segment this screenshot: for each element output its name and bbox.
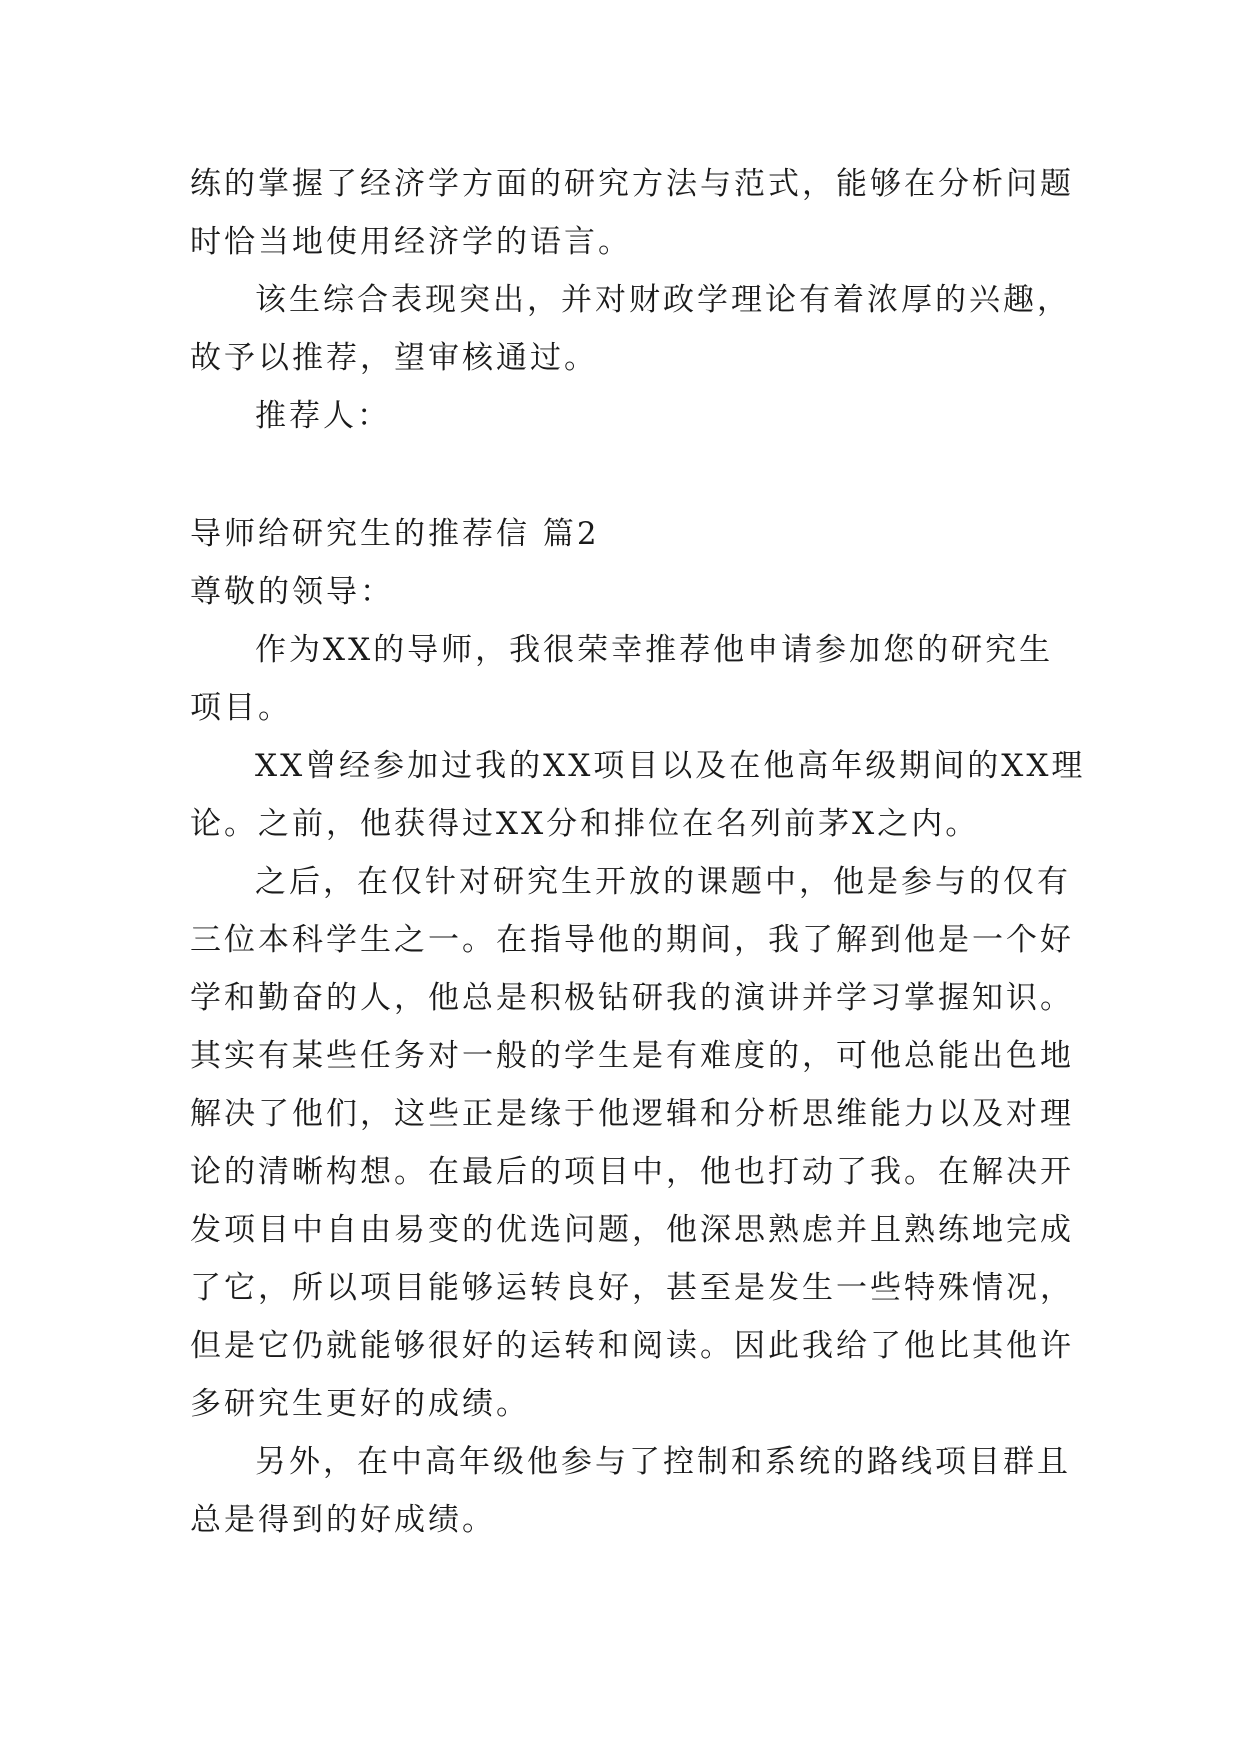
paragraph-line: 另外，在中高年级他参与了控制和系统的路线项目群且 <box>255 1444 1071 1480</box>
paragraph-line: 但是它仍就能够很好的运转和阅读。因此我给了他比其他许 <box>190 1328 1074 1364</box>
paragraph-line: 该生综合表现突出，并对财政学理论有着浓厚的兴趣， <box>255 282 1071 318</box>
paragraph-line: 论的清晰构想。在最后的项目中，他也打动了我。在解决开 <box>190 1154 1074 1190</box>
paragraph-line: 时恰当地使用经济学的语言。 <box>190 224 632 260</box>
paragraph-line: 三位本科学生之一。在指导他的期间，我了解到他是一个好 <box>190 922 1074 958</box>
paragraph-line: 作为XX的导师，我很荣幸推荐他申请参加您的研究生 <box>255 632 1054 668</box>
paragraph-line: 了它，所以项目能够运转良好，甚至是发生一些特殊情况， <box>190 1270 1074 1306</box>
paragraph-line: 之后，在仅针对研究生开放的课题中，他是参与的仅有 <box>255 864 1071 900</box>
salutation: 尊敬的领导： <box>190 574 394 610</box>
paragraph-line: XX曾经参加过我的XX项目以及在他高年级期间的XX理 <box>255 748 1086 784</box>
paragraph-line: 多研究生更好的成绩。 <box>190 1386 530 1422</box>
paragraph-line: 故予以推荐，望审核通过。 <box>190 340 598 376</box>
paragraph-line: 练的掌握了经济学方面的研究方法与范式，能够在分析问题 <box>190 166 1074 202</box>
paragraph-line: 解决了他们，这些正是缘于他逻辑和分析思维能力以及对理 <box>190 1096 1074 1132</box>
signature-label: 推荐人： <box>255 398 391 434</box>
paragraph-line: 项目。 <box>190 690 292 726</box>
paragraph-line: 发项目中自由易变的优选问题，他深思熟虑并且熟练地完成 <box>190 1212 1074 1248</box>
paragraph-line: 学和勤奋的人，他总是积极钻研我的演讲并学习掌握知识。 <box>190 980 1074 1016</box>
paragraph-line: 其实有某些任务对一般的学生是有难度的，可他总能出色地 <box>190 1038 1074 1074</box>
paragraph-line: 论。之前，他获得过XX分和排位在名列前茅X之内。 <box>190 806 980 842</box>
section-heading: 导师给研究生的推荐信 篇2 <box>190 516 600 552</box>
paragraph-line: 总是得到的好成绩。 <box>190 1502 496 1538</box>
